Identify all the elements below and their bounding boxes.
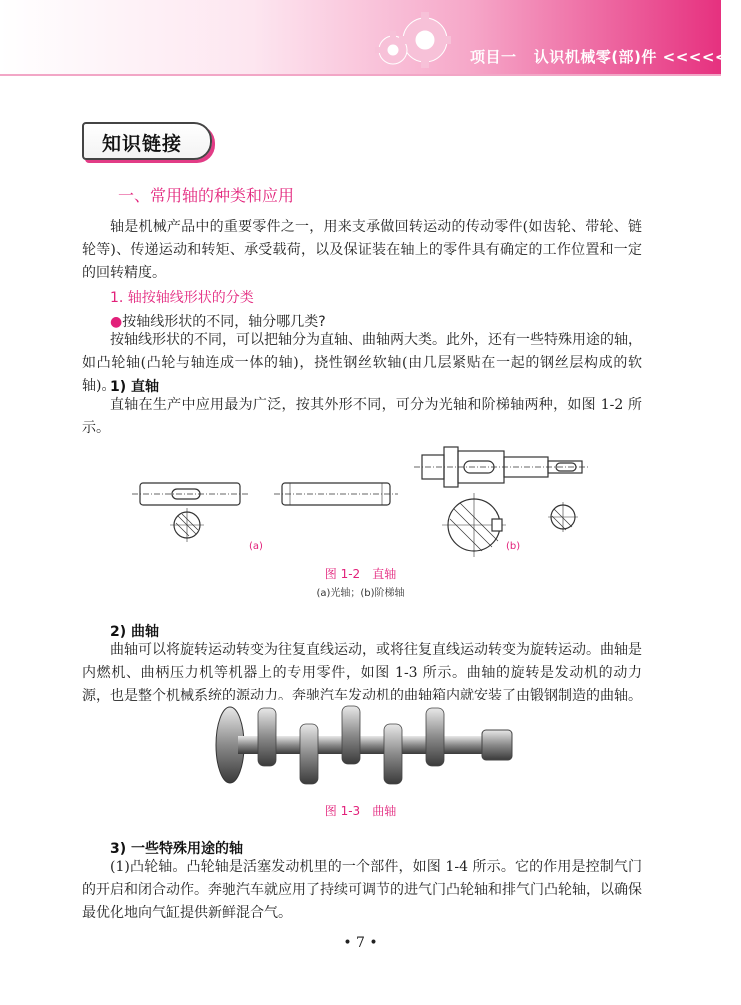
header-chapter: 认识机械零(部)件 — [533, 48, 657, 66]
bullet-icon: ● — [110, 314, 123, 330]
special-shaft-paragraph: (1)凸轮轴。凸轮轴是活塞发动机里的一个部件，如图 1-4 所示。它的作用是控制气门的开启和闭合动作。奔驰汽车就应用了持续可调节的进气门凸轮轴和排气门凸轮轴，以确保最优化地向气缸提供新鲜混合气。 — [82, 859, 642, 921]
header-divider — [0, 74, 721, 76]
figure-caption-1-3: 图 1-3 曲轴 — [324, 804, 397, 818]
section-badge — [82, 122, 212, 160]
figure-crankshaft-image — [208, 700, 518, 790]
section-badge-label: 知识链接 — [102, 133, 183, 155]
straight-shaft-paragraph: 直轴在生产中应用最为广泛，按其外形不同，可分为光轴和阶梯轴两种，如图 1-2 所示。 — [82, 397, 642, 436]
subheading-crankshaft: 2) 曲轴 — [110, 624, 160, 640]
figure-tag-b: (b) — [506, 541, 521, 552]
gear-icon — [355, 10, 465, 70]
subheading-special-shafts: 3) 一些特殊用途的轴 — [110, 841, 244, 857]
figure-tag-a: (a) — [249, 541, 263, 552]
figure-caption-1-2: 图 1-2 直轴 — [324, 567, 397, 581]
question-line — [110, 311, 326, 331]
header-title — [470, 46, 741, 67]
intro-paragraph: 轴是机械产品中的重要零件之一，用来支承做回转运动的传动零件(如齿轮、带轮、链轮等)、传递运动和转矩、承受载荷，以及保证装在轴上的零件具有确定的工作位置和一定的回转精度。 — [82, 219, 642, 281]
page-number: • 7 • — [343, 935, 378, 951]
figure-subcaption-1-2: (a)光轴；(b)阶梯轴 — [316, 588, 405, 599]
section-heading: 一、常用轴的种类和应用 — [118, 186, 295, 205]
figure-straight-shaft — [132, 437, 594, 553]
crankshaft-paragraph: 曲轴可以将旋转运动转变为往复直线运动，或将往复直线运动转变为旋转运动。曲轴是内燃机、曲柄压力机等机器上的专用零件，如图 1-3 所示。曲轴的旋转是发动机的动力源，也是整个机械系统的源动力。奔驰汽车发动机的曲轴箱内就安装了由锻钢制造的曲轴。 — [82, 642, 642, 704]
subheading-straight-shaft: 1) 直轴 — [110, 379, 160, 395]
answer-paragraph: 按轴线形状的不同，可以把轴分为直轴、曲轴两大类。此外，还有一些特殊用途的轴，如凸轮轴(凸轮与轴连成一体的轴)，挠性钢丝软轴(由几层紧贴在一起的钢丝层构成的软轴)。 — [82, 332, 642, 394]
subheading-classification: 1. 轴按轴线形状的分类 — [110, 290, 254, 306]
question-text: 按轴线形状的不同，轴分哪几类? — [122, 314, 326, 330]
header-project: 项目一 — [470, 48, 517, 66]
header-chevrons: <<<<<< — [662, 48, 741, 66]
